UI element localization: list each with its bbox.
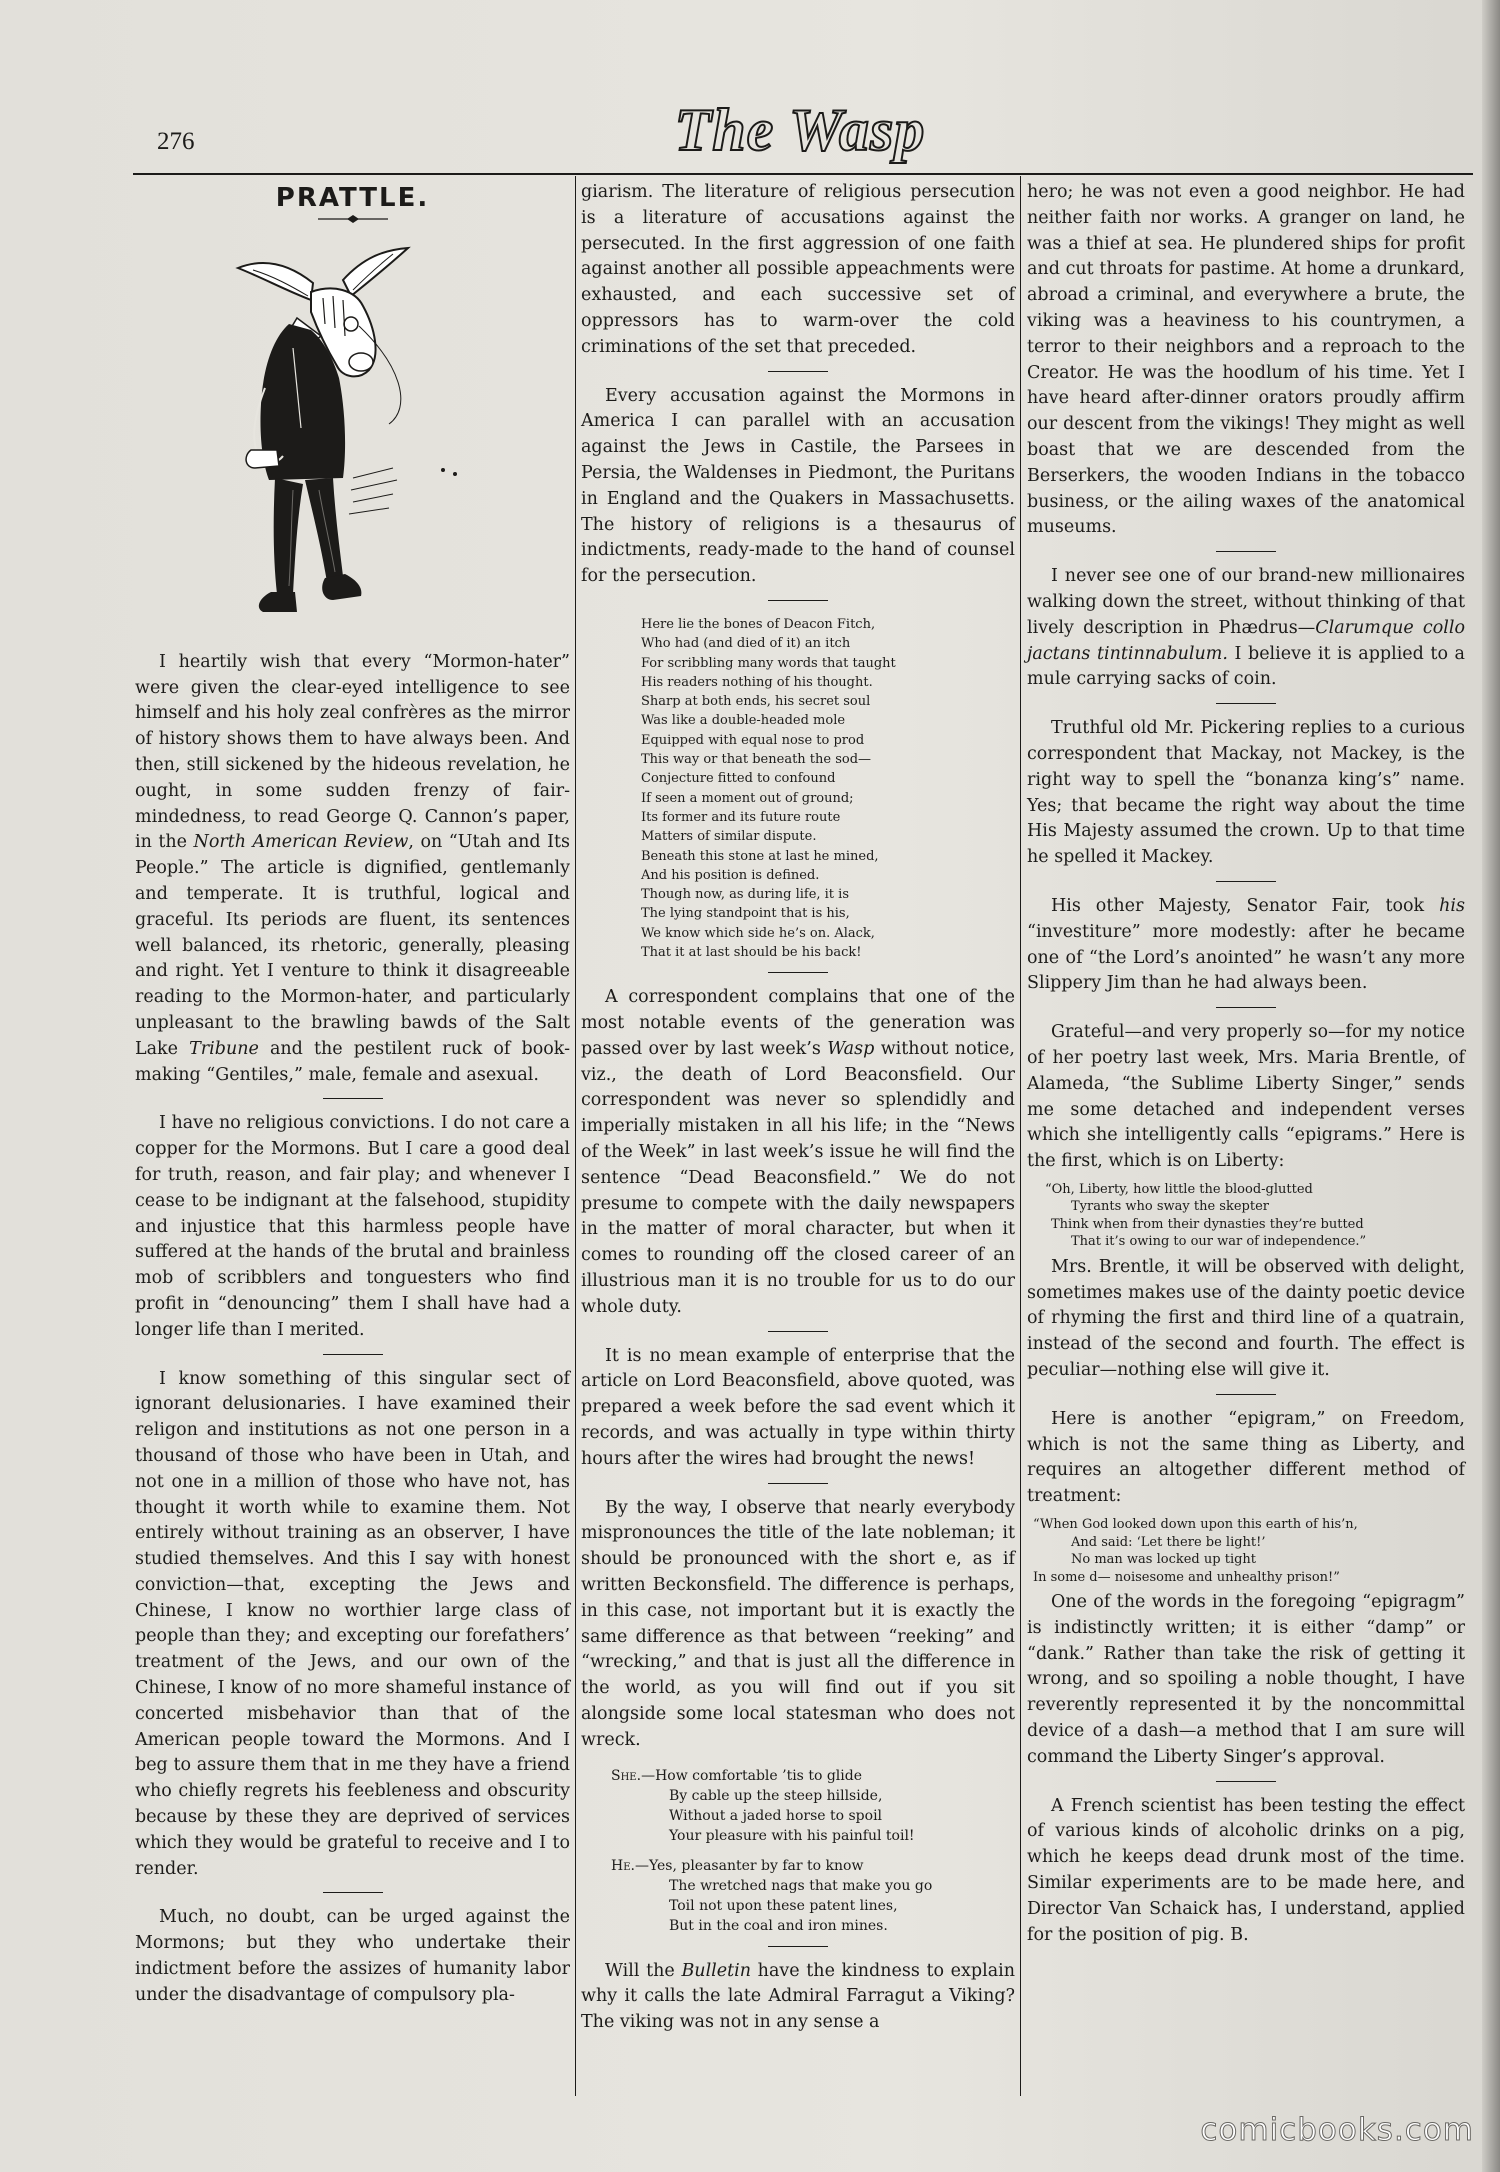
verse-line: But in the coal and iron mines. — [669, 1917, 888, 1934]
verse-line: Conjecture fitted to confound — [641, 771, 836, 787]
paragraph: A correspondent complains that one of the most notable events of the generation was passed over by last week’s Wasp without notice, viz., the death of Lord Beaconsfield. Our correspondent was never so splendidly and imperially mistaken in all his life; in the “News of the Week” in last week’s issue he will find the sentence “Dead Beaconsfield.” We do not presume to compete with the daily newspapers in the matter of moral character, but when it comes to rounding off the closed career of an illustrious man it is no trouble for us to do our whole duty. — [581, 987, 1015, 1317]
section-separator — [323, 1098, 383, 1099]
verse-line: Tyrants who sway the skepter — [1071, 1199, 1269, 1215]
paragraph: Much, no doubt, can be urged against the Mormons; but they who undertake their indictment before the assizes of humanity labor under the disadvantage of compulsory pla- — [135, 1907, 570, 2005]
paragraph: I have no religious convictions. I do not care a copper for the Mormons. But I care a good deal for truth, reason, and fair play; and whenever I cease to be indignant at the falsehood, stupidity and injustice that this harmless people have suffered at the hands of the brutal and brainless mob of scribblers and tonguesters who find profit in “denouncing” them I shall have had a longer life than I merited. — [135, 1113, 570, 1340]
verse-line: Sharp at both ends, his secret soul — [641, 694, 871, 710]
column-2 — [581, 180, 1015, 2036]
paragraph: His other Majesty, Senator Fair, took his “investiture” more modestly: after he became one of “the Lord’s anointed” he wasn’t any more Slippery Jim than he had always been. — [1027, 895, 1465, 994]
paragraph: Truthful old Mr. Pickering replies to a curious correspondent that Mackay, not Mackey, is the right way to spell the “bonanza king’s” name. Yes; that became the right way about the time His Majesty assumed the crown. Up to that time he spelled it Mackey. — [1027, 718, 1465, 868]
verse-line: Without a jaded horse to spoil — [669, 1807, 883, 1824]
verse-line: By cable up the steep hillside, — [669, 1787, 883, 1804]
donkey-cartoon-illustration — [193, 228, 513, 624]
column-1 — [135, 180, 570, 2009]
verse-line: That it’s owing to our war of independence.” — [1071, 1234, 1367, 1250]
section-separator — [768, 1946, 828, 1947]
verse-line: In some d— noisesome and unhealthy prison!” — [1033, 1569, 1340, 1585]
verse-line: If seen a moment out of ground; — [641, 790, 854, 806]
verse-line: Here lie the bones of Deacon Fitch, — [641, 616, 876, 632]
paragraph: Mrs. Brentle, it will be observed with delight, sometimes makes use of the dainty poetic device of rhyming the first and third line of a quatrain, instead of the second and fourth. The effect is peculiar—nothing else will give it. — [1027, 1256, 1465, 1381]
page-number: 276 — [157, 128, 195, 155]
section-separator — [768, 972, 828, 973]
verse-line: “When God looked down upon this earth of his’n, — [1033, 1517, 1358, 1533]
verse-line: No man was locked up tight — [1071, 1552, 1257, 1568]
verse-line: We know which side he’s on. Alack, — [641, 925, 875, 941]
section-separator — [1216, 703, 1276, 704]
verse-line: She.—How comfortable ’tis to glide — [611, 1767, 862, 1784]
author-signature: B. — [1230, 1924, 1249, 1945]
verse-epigram-liberty — [1033, 1181, 1465, 1251]
column-3 — [1027, 180, 1465, 1948]
verse-line: Who had (and died of it) an itch — [641, 636, 851, 652]
verse-line: Equipped with equal nose to prod — [641, 732, 865, 748]
section-separator — [768, 600, 828, 601]
verse-line: The lying standpoint that is his, — [641, 906, 850, 922]
column-divider — [1020, 176, 1021, 2096]
verse-line: Though now, as during life, it is — [641, 887, 849, 903]
paragraph: I never see one of our brand-new millionaires walking down the street, without thinking of that lively description in Phædrus—Clarumque collo jactans tintinnabulum. I believe it is applied to a mule carrying sacks of coin. — [1027, 566, 1465, 690]
verse-line: This way or that beneath the sod— — [641, 752, 872, 768]
watermark: comicbooks.com — [1200, 2112, 1474, 2148]
section-separator — [1216, 1007, 1276, 1008]
section-separator — [1216, 551, 1276, 552]
verse-line: And his position is defined. — [641, 867, 820, 883]
verse-dialogue — [611, 1766, 1015, 1936]
verse-line: And said: ‘Let there be light!’ — [1071, 1534, 1266, 1550]
section-heading: PRATTLE. — [275, 183, 430, 213]
paragraph: Grateful—and very properly so—for my notice of her poetry last week, Mrs. Maria Brentle, of Alameda, “the Sublime Liberty Singer,” sends me some detached and independent verses which she intelligently calls “epigrams.” Here is the first, which is on Liberty: — [1027, 1022, 1465, 1172]
section-separator — [768, 1331, 828, 1332]
section-separator — [1216, 881, 1276, 882]
verse-line: Beneath this stone at last he mined, — [641, 848, 879, 864]
paragraph: Here is another “epigram,” on Freedom, which is not the same thing as Liberty, and requires an altogether different method of treatment: — [1027, 1408, 1465, 1507]
masthead-logo — [650, 96, 950, 172]
section-separator — [1216, 1781, 1276, 1782]
paragraph: hero; he was not even a good neighbor. He had neither faith nor works. A granger on land, he was a thief at sea. He plundered ships for profit and cut throats for pastime. At home a drunkard, abroad a criminal, and everywhere a brute, the viking was a heaviness to his countrymen, a terror to their neighbors and a reproach to the Creator. He was the hoodlum of his time. Yet I have heard after-dinner orators proudly affirm our descent from the vikings! They might as well boast that we are descended from the Berserkers, the wooden Indians in the tobacco business, or the ailing waxes of the anatomical museums. — [1027, 182, 1465, 538]
paragraph: giarism. The literature of religious persecution is a literature of accusations against the persecuted. In the first aggression of one faith against another all possible appeachments were exhausted, and each successive set of oppressors has to warm-over the cold criminations of the set that preceded. — [581, 182, 1015, 357]
verse-line: He.—Yes, pleasanter by far to know — [611, 1857, 864, 1874]
paragraph: Will the Bulletin have the kindness to explain why it calls the late Admiral Farragut a Viking? The viking was not in any sense a — [581, 1960, 1015, 2033]
paragraph: It is no mean example of enterprise that the article on Lord Beaconsfield, above quoted, was prepared a week before the sad event which it records, and was actually in type within thirty hours after the wires had brought the news! — [581, 1345, 1015, 1469]
verse-line: Its former and its future route — [641, 809, 841, 825]
column-heading-block — [135, 183, 570, 224]
verse-line: Toil not upon these patent lines, — [669, 1897, 898, 1914]
verse-line: The wretched nags that make you go — [669, 1877, 933, 1894]
ornament-rule-icon — [318, 214, 388, 224]
column-divider — [575, 176, 576, 2096]
verse-line: Matters of similar dispute. — [641, 829, 817, 845]
header-rule — [133, 173, 1473, 175]
verse-line: Was like a double-headed mole — [641, 713, 846, 729]
paragraph: Every accusation against the Mormons in America I can parallel with an accusation against the Jews in Castile, the Parsees in Persia, the Waldenses in Piedmont, the Puritans in England and the Quakers in Massachusetts. The history of religions is a thesaurus of indictments, ready-made to the hand of counsel for the persecution. — [581, 385, 1015, 587]
section-separator — [1216, 1394, 1276, 1395]
section-separator — [768, 371, 828, 372]
page-binding-shadow — [1482, 0, 1500, 2172]
section-separator — [323, 1354, 383, 1355]
paragraph: One of the words in the foregoing “epigragm” is indistinctly written; it is either “damp” or “dank.” Rather than take the risk of getting it wrong, and so spoiling a noble thought, I have reverently represented it by the noncommittal device of a dash—a method that I am sure will command the Liberty Singer’s approval. — [1027, 1592, 1465, 1767]
verse-line: “Oh, Liberty, how little the blood-glutted — [1045, 1181, 1313, 1197]
paragraph: I know something of this singular sect of ignorant delusionaries. I have examined their religon and institutions as not one person in a thousand of those who have been in Utah, and not one in a million of those who have not, has thought it worth while to examine them. Not entirely without training as an observer, I have studied themselves. And this I say with honest conviction—that, excepting the Jews and Chinese, I know no worthier large class of people than they; and excepting our forefathers’ treatment of the Jews, and our own of the Chinese, I know of no more shameful instance of concerted misbehavior than that of the American people toward the Mormons. And I beg to assure them that in me they have a friend who chiefly regrets his feebleness and obscurity because by these they are deprived of services which they would be grateful to receive and I to render. — [135, 1368, 570, 1879]
section-separator — [768, 1483, 828, 1484]
verse-epitaph — [641, 615, 1015, 962]
masthead-title: The Wasp — [674, 97, 926, 163]
verse-line: That it at last should be his back! — [641, 945, 862, 960]
verse-line: His readers nothing of his thought. — [641, 674, 873, 690]
section-separator — [323, 1892, 383, 1893]
verse-line: For scribbling many words that taught — [641, 655, 896, 671]
paragraph: A French scientist has been testing the effect of various kinds of alcoholic drinks on a pig, which he keeps dead drunk most of the time. Similar experiments are to be made here, and Director Van Schaick has, I understand, applied for the position of pig. B. — [1027, 1795, 1465, 1945]
paragraph: I heartily wish that every “Mormon-hater” were given the clear-eyed intelligence to see himself and his holy zeal confrères as the mirror of history shows them to have always been. And then, still sickened by the hideous revelation, he ought, in some sudden frenzy of fair-mindedness, to read George Q. Cannon’s paper, in the North American Review, on “Utah and Its People.” The article is dignified, gentlemanly and temperate. It is truthful, logical and graceful. Its periods are fluent, its sentences well balanced, its rhetoric, generally, pleasing and right. Yet I venture to think it disagreeable reading to the Mormon-hater, and particularly unpleasant to the brawling bawds of the Salt Lake Tribune and the pestilent ruck of book-making “Gentiles,” male, female and asexual. — [135, 651, 570, 1085]
verse-line: Think when from their dynasties they’re butted — [1051, 1216, 1364, 1232]
verse-epigram-freedom — [1033, 1516, 1465, 1586]
paragraph: By the way, I observe that nearly everybody mispronounces the title of the late nobleman; it should be pronounced with the short e, as if written Beckonsfield. The difference is perhaps, in this case, not important but it is exactly the same difference as that between “reeking” and “wrecking,” and that is just all the difference in the world, as you will find out if you sit alongside some local statesman who does not wreck. — [581, 1497, 1015, 1750]
verse-line: Your pleasure with his painful toil! — [669, 1827, 915, 1844]
